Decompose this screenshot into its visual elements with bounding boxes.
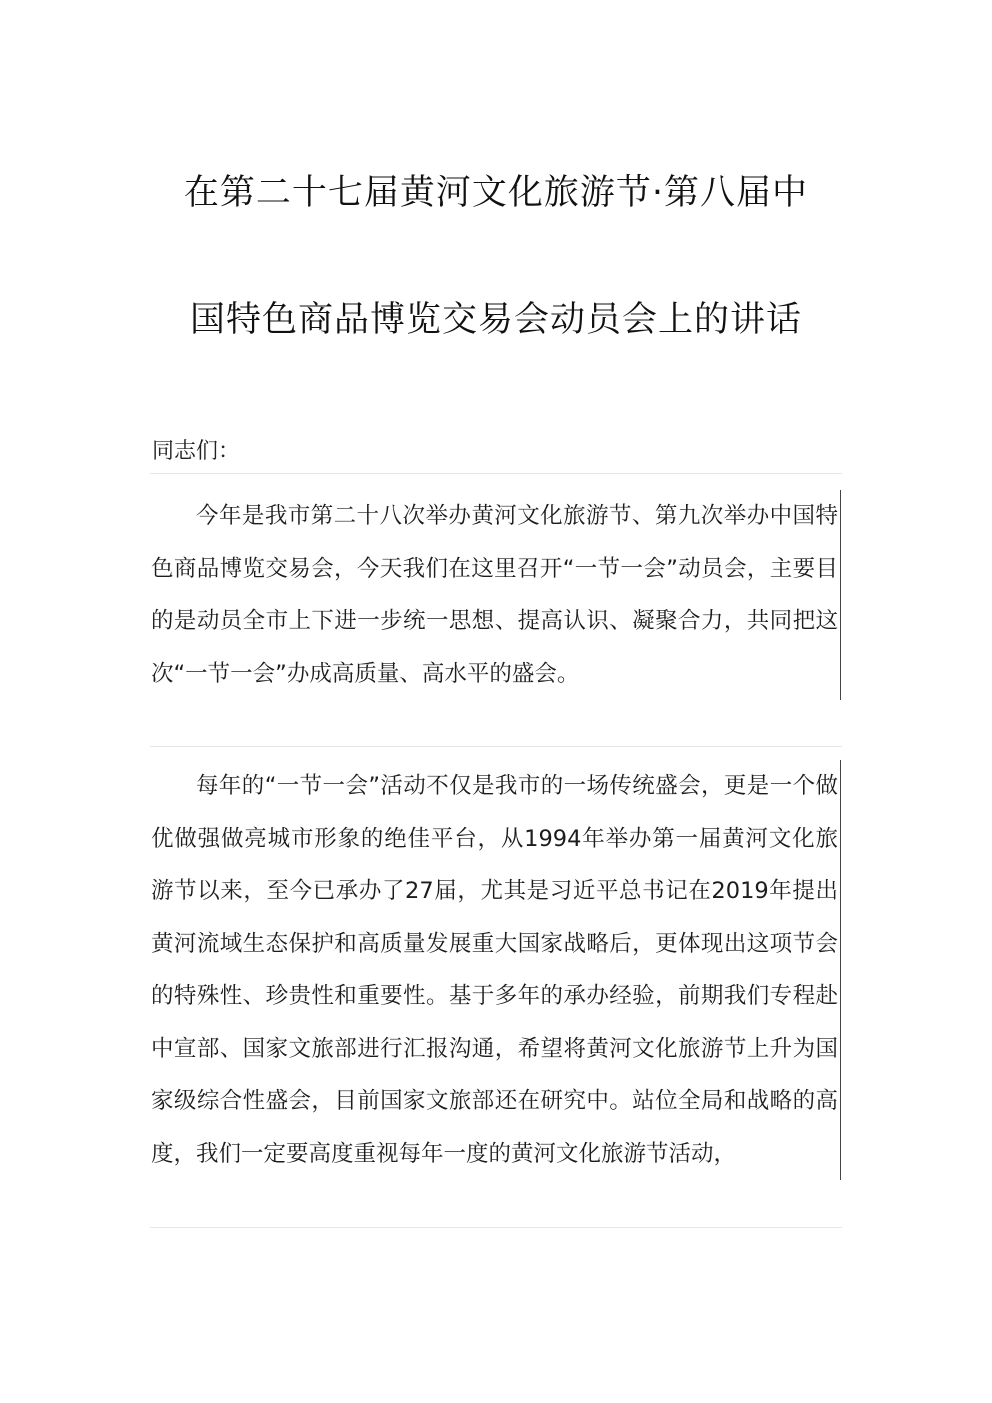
paragraph-1: 今年是我市第二十八次举办黄河文化旅游节、第九次举办中国特色商品博览交易会，今天我们在这里召开“一节一会”动员会，主要目的是动员全市上下进一步统一思想、提高认识、凝聚合力，共同把这次“一节一会”办成高质量、高水平的盛会。 — [151, 490, 841, 700]
document-title-line-2: 国特色商品博览交易会动员会上的讲话 — [189, 300, 802, 340]
divider — [150, 473, 842, 474]
paragraph-2: 每年的“一节一会”活动不仅是我市的一场传统盛会，更是一个做优做强做亮城市形象的绝佳平台，从1994年举办第一届黄河文化旅游节以来，至今已承办了27届，尤其是习近平总书记在2019年提出黄河流域生态保护和高质量发展重大国家战略后，更体现出这项节会的特殊性、珍贵性和重要性。基于多年的承办经验，前期我们专程赴中宣部、国家文旅部进行汇报沟通，希望将黄河文化旅游节上升为国家级综合性盛会，目前国家文旅部还在研究中。站位全局和战略的高度，我们一定要高度重视每年一度的黄河文化旅游节活动， — [151, 760, 841, 1180]
document-title-line-1: 在第二十七届黄河文化旅游节·第八届中 — [183, 173, 809, 213]
divider — [150, 1227, 842, 1228]
salutation: 同志们： — [152, 439, 241, 464]
divider — [150, 746, 842, 747]
